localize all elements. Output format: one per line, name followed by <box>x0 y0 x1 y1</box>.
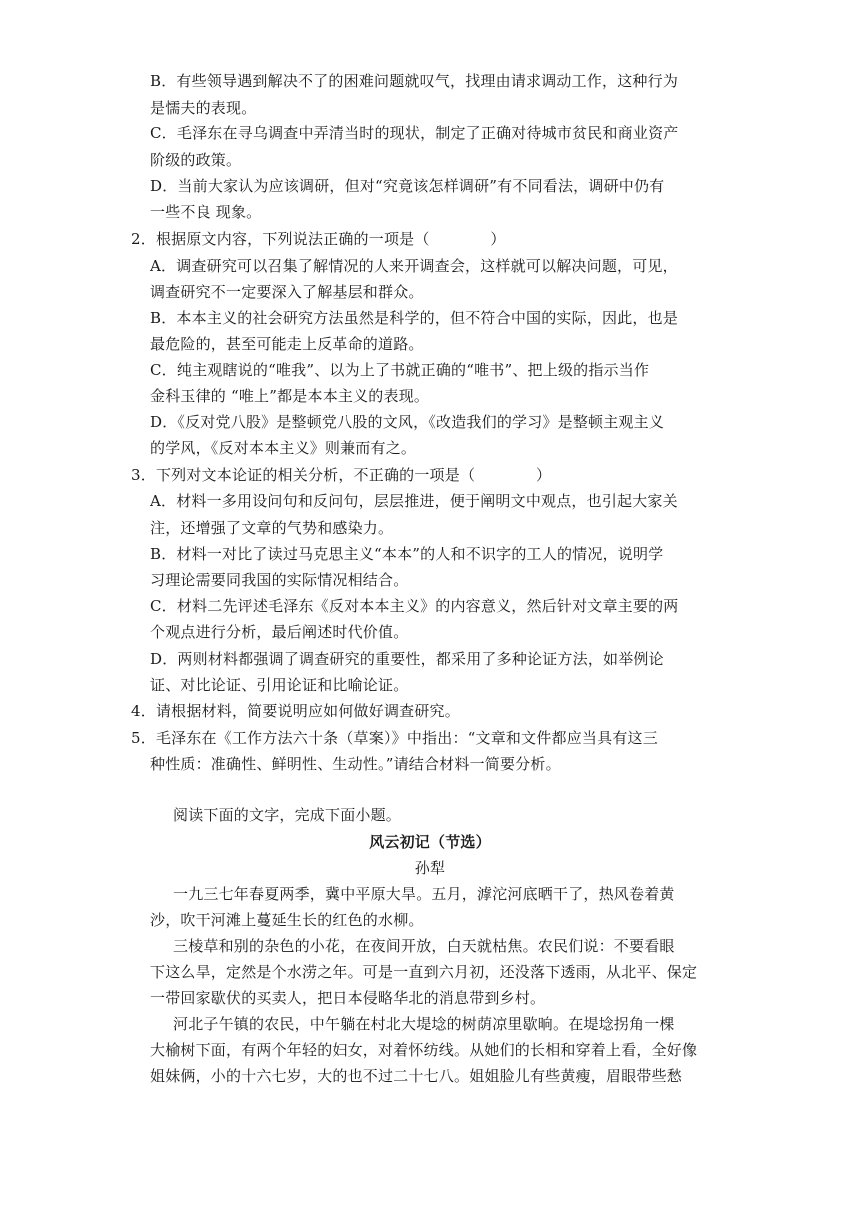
option-continuation-line: 阶级的政策。 <box>150 151 242 169</box>
passage-title: 风云初记（节选） <box>369 833 491 851</box>
option-line: A．调查研究可以召集了解情况的人来开调查会，这样就可以解决问题，可见， <box>150 257 678 275</box>
question-line: 3．下列对文本论证的相关分析，不正确的一项是（ ） <box>131 466 552 484</box>
option-continuation-line: 证、对比论证、引用论证和比喻论证。 <box>150 676 409 694</box>
option-continuation-line: 调查研究不一定要深入了解基层和群众。 <box>150 283 424 301</box>
option-line: B．材料一对比了读过马克思主义“本本”的人和不识字的工人的情况，说明学 <box>150 545 664 563</box>
passage-line: 河北子午镇的农民，中午躺在村北大堤埝的树荫凉里歇晌。在堤埝拐角一棵 <box>173 1015 675 1033</box>
option-continuation-line: 个观点进行分析，最后阐述时代价值。 <box>150 623 409 641</box>
passage-author: 孙犁 <box>414 859 446 877</box>
option-line: 种性质：准确性、鲜明性、生动性。”请结合材料一简要分析。 <box>150 755 561 773</box>
passage-line: 一带回家歇伏的买卖人，把日本侵略华北的消息带到乡村。 <box>150 989 546 1007</box>
option-continuation-line: 是懦夫的表现。 <box>150 99 257 117</box>
option-line: C．毛泽东在寻乌调查中弄清当时的现状，制定了正确对待城市贫民和商业资产 <box>150 124 679 142</box>
option-continuation-line: 一些不良 现象。 <box>150 203 262 221</box>
passage-line: 沙，吹干河滩上蔓延生长的红色的水柳。 <box>150 911 424 929</box>
passage-line: 姐妹俩，小的十六七岁，大的也不过二十七八。姐姐脸儿有些黄瘦，眉眼带些愁 <box>150 1067 683 1085</box>
option-line: D．《反对党八股》是整顿党八股的文风，《改造我们的学习》是整顿主观主义 <box>150 413 665 431</box>
option-continuation-line: 注，还增强了文章的气势和感染力。 <box>150 519 394 537</box>
option-line: D．当前大家认为应该调研，但对“究竟该怎样调研”有不同看法，调研中仍有 <box>150 177 665 195</box>
option-line: B．有些领导遇到解决不了的困难问题就叹气，找理由请求调动工作，这种行为 <box>150 72 679 90</box>
option-line: D．两则材料都强调了调查研究的重要性，都采用了多种论证方法，如举例论 <box>150 650 664 668</box>
option-continuation-line: 习理论需要同我国的实际情况相结合。 <box>150 571 409 589</box>
passage-line: 大榆树下面，有两个年轻的妇女，对着怀纺线。从她们的长相和穿着上看，全好像 <box>150 1041 698 1059</box>
option-line: B．本本主义的社会研究方法虽然是科学的，但不符合中国的实际，因此，也是 <box>150 309 679 327</box>
reading-instruction: 阅读下面的文字，完成下面小题。 <box>173 806 402 824</box>
option-line: C．纯主观瞎说的“唯我”、以为上了书就正确的“唯书”、把上级的指示当作 <box>150 361 650 379</box>
question-line: 5．毛泽东在《工作方法六十条（草案）》中指出：“文章和文件都应当具有这三 <box>131 729 658 747</box>
question-line: 4．请根据材料，简要说明应如何做好调查研究。 <box>131 702 460 720</box>
option-line: C．材料二先评述毛泽东《反对本本主义》的内容意义，然后针对文章主要的两 <box>150 597 679 615</box>
option-continuation-line: 最危险的，甚至可能走上反革命的道路。 <box>150 335 424 353</box>
passage-line: 下这么旱，定然是个水涝之年。可是一直到六月初，还没落下透雨，从北平、保定 <box>150 963 698 981</box>
passage-line: 一九三七年春夏两季，冀中平原大旱。五月，滹沱河底晒干了，热风卷着黄 <box>173 885 675 903</box>
option-continuation-line: 的学风，《反对本本主义》则兼而有之。 <box>150 439 417 457</box>
passage-line: 三棱草和别的杂色的小花，在夜间开放，白天就枯焦。农民们说：不要看眼 <box>173 937 675 955</box>
question-line: 2．根据原文内容，下列说法正确的一项是（ ） <box>131 230 506 248</box>
option-line: A．材料一多用设问句和反问句，层层推进，便于阐明文中观点，也引起大家关 <box>150 492 678 510</box>
option-continuation-line: 金科玉律的 “唯上”都是本本主义的表现。 <box>150 387 430 405</box>
